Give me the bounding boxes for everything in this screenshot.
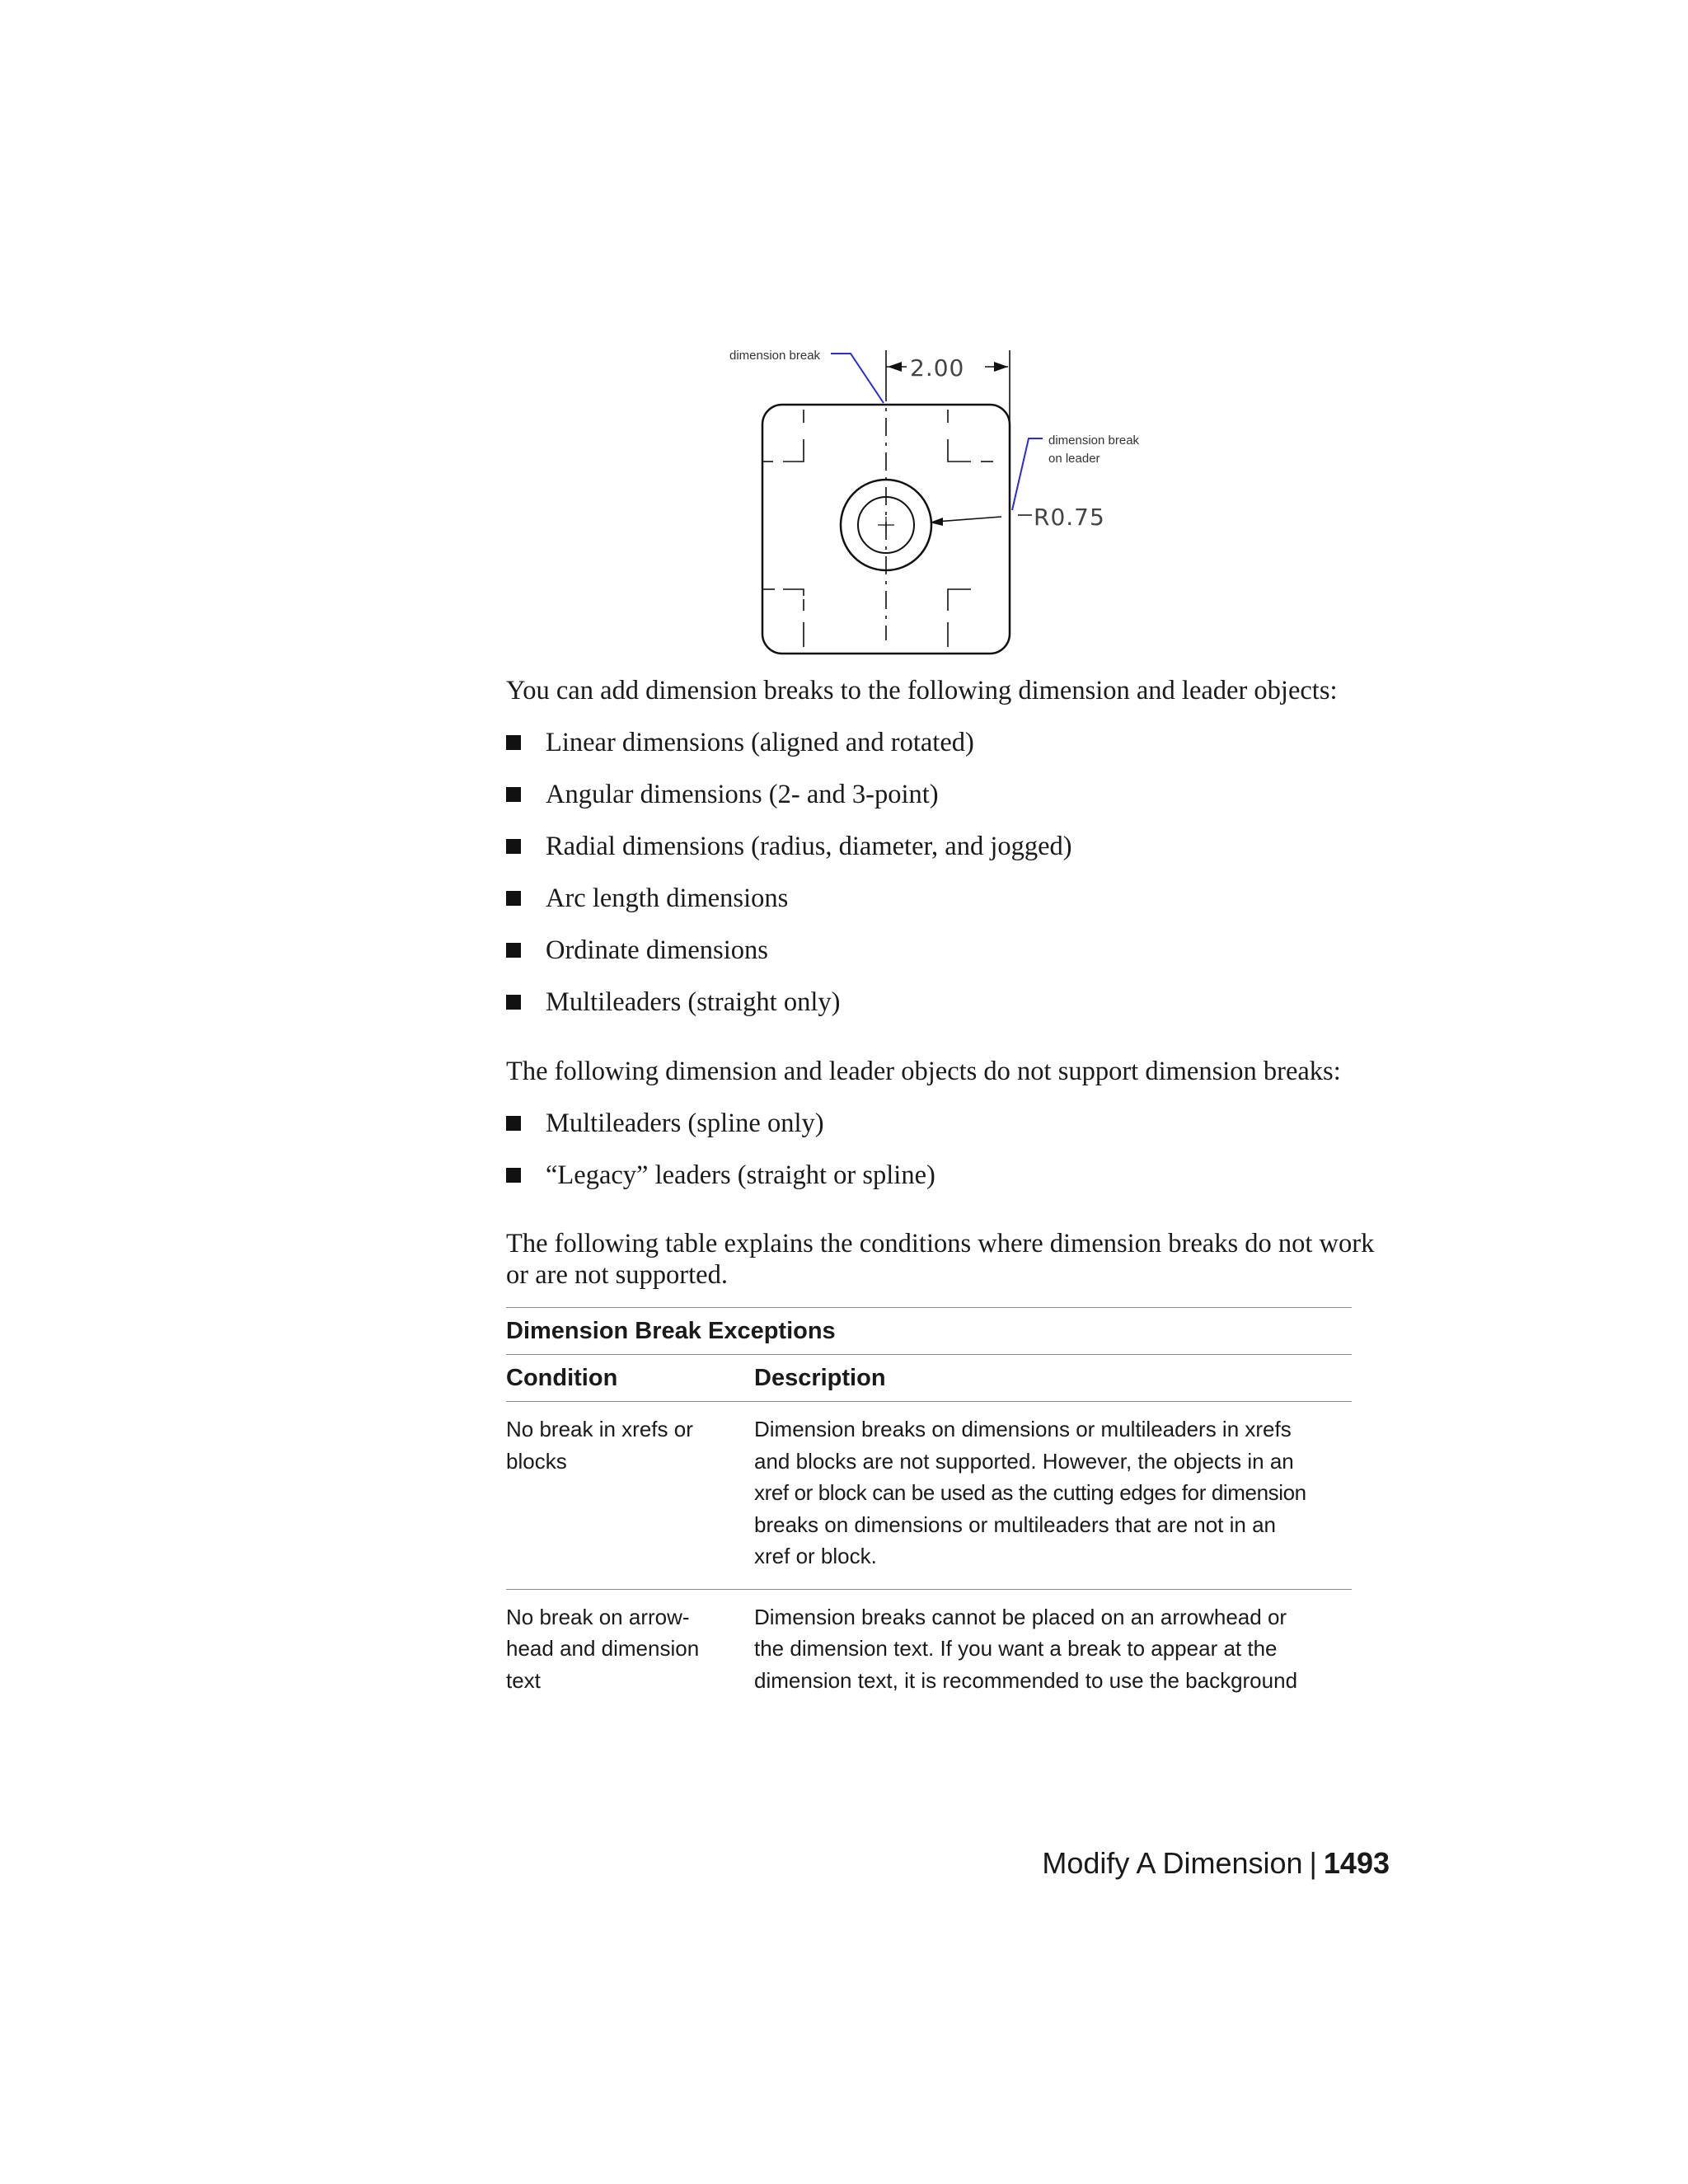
table-row bbox=[506, 1590, 1352, 1713]
header-condition: Condition bbox=[506, 1365, 618, 1391]
list-item bbox=[506, 830, 1396, 863]
description-line: Dimension breaks on dimensions or multileaders in xrefs bbox=[754, 1417, 1292, 1441]
list-item-text: Arc length dimensions bbox=[546, 883, 789, 913]
condition-line: text bbox=[506, 1667, 541, 1693]
page-body bbox=[506, 674, 1396, 1713]
description-line: xref or block. bbox=[754, 1544, 877, 1568]
description-cell bbox=[754, 1601, 1331, 1697]
description-line: and blocks are not supported. However, the objects in an bbox=[754, 1448, 1294, 1474]
list-item-text: “Legacy” leaders (straight or spline) bbox=[546, 1160, 935, 1190]
corner-markers bbox=[762, 410, 993, 647]
callout-break-leader bbox=[831, 354, 884, 403]
callout-leader-leader bbox=[1012, 438, 1043, 510]
description-line: Dimension breaks cannot be placed on an arrowhead or bbox=[754, 1604, 1287, 1629]
description-line: xref or block can be used as the cutting edges for dimension bbox=[754, 1480, 1306, 1505]
bullet-icon bbox=[506, 1116, 521, 1131]
supported-list bbox=[506, 726, 1396, 1019]
list-item-text: Multileaders (straight only) bbox=[546, 987, 841, 1017]
condition-cell bbox=[506, 1413, 754, 1572]
radius-text: R0.75 bbox=[1034, 504, 1105, 531]
footer-section-title: Modify A Dimension bbox=[1042, 1846, 1303, 1880]
page-number: 1493 bbox=[1323, 1846, 1390, 1880]
dimension-break-figure bbox=[709, 334, 1203, 672]
list-item-text: Radial dimensions (radius, diameter, and jogged) bbox=[546, 832, 1072, 861]
callout-break-label: dimension break bbox=[729, 349, 821, 363]
callout-leader-label-1: dimension break bbox=[1048, 434, 1140, 448]
description-cell bbox=[754, 1413, 1331, 1572]
list-item bbox=[506, 1159, 1396, 1192]
list-item bbox=[506, 1107, 1396, 1140]
header-description: Description bbox=[754, 1365, 886, 1391]
bullet-icon bbox=[506, 891, 521, 906]
list-item bbox=[506, 778, 1396, 811]
list-item bbox=[506, 726, 1396, 759]
description-line: breaks on dimensions or multileaders that are not in an bbox=[754, 1511, 1277, 1537]
bullet-icon bbox=[506, 787, 521, 802]
list-item-text: Ordinate dimensions bbox=[546, 935, 768, 965]
condition-line: No break in xrefs or bbox=[506, 1417, 693, 1441]
callout-leader-label-2: on leader bbox=[1048, 452, 1100, 466]
unsupported-list bbox=[506, 1107, 1396, 1192]
table-header-row bbox=[506, 1355, 1352, 1401]
list-item bbox=[506, 934, 1396, 967]
table-row bbox=[506, 1402, 1352, 1589]
list-item-text: Multileaders (spline only) bbox=[546, 1108, 824, 1138]
exceptions-table bbox=[506, 1307, 1352, 1713]
bullet-icon bbox=[506, 943, 521, 958]
condition-cell bbox=[506, 1601, 754, 1697]
bullet-icon bbox=[506, 995, 521, 1010]
list-item bbox=[506, 986, 1396, 1019]
table-intro: The following table explains the conditions where dimension breaks do not work or are not supported. bbox=[506, 1229, 1375, 1290]
condition-line: blocks bbox=[506, 1448, 567, 1474]
description-line: dimension text, it is recommended to use the background bbox=[754, 1667, 1298, 1693]
unsupported-intro: The following dimension and leader objects do not support dimension breaks: bbox=[506, 1057, 1341, 1086]
linear-dimension-text: 2.00 bbox=[910, 354, 965, 382]
description-line: the dimension text. If you want a break to appear at the bbox=[754, 1636, 1278, 1661]
radius-leader bbox=[935, 517, 1001, 522]
bullet-icon bbox=[506, 1168, 521, 1183]
condition-line: head and dimension bbox=[506, 1636, 700, 1661]
list-item-text: Angular dimensions (2- and 3-point) bbox=[546, 780, 939, 809]
list-item bbox=[506, 882, 1396, 915]
bullet-icon bbox=[506, 839, 521, 854]
supported-intro: You can add dimension breaks to the following dimension and leader objects: bbox=[506, 676, 1338, 705]
condition-line: No break on arrow- bbox=[506, 1604, 690, 1629]
drawing-diagram bbox=[709, 334, 1203, 672]
table-title: Dimension Break Exceptions bbox=[506, 1318, 836, 1344]
list-item-text: Linear dimensions (aligned and rotated) bbox=[546, 728, 974, 757]
bullet-icon bbox=[506, 735, 521, 750]
footer-separator: | bbox=[1309, 1846, 1317, 1880]
page-footer bbox=[1042, 1846, 1390, 1881]
